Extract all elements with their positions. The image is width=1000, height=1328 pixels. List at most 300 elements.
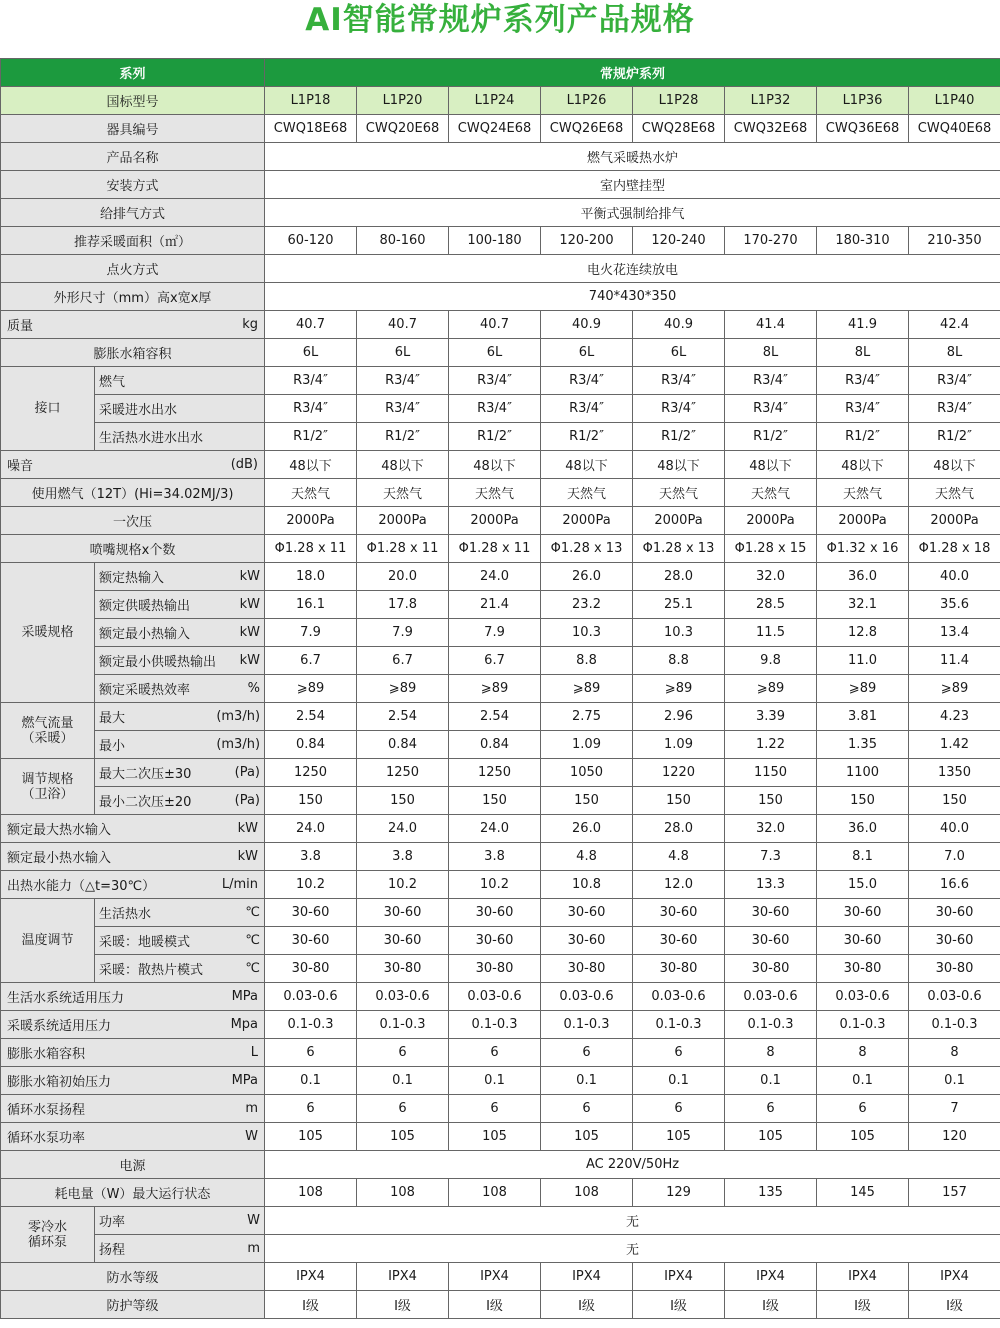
value-cell: R3/4″ <box>541 395 633 423</box>
value-cell: 0.1-0.3 <box>725 1011 817 1039</box>
value-cell: 天然气 <box>541 479 633 507</box>
spec-row <box>1 1039 1000 1067</box>
value-cell: 0.03-0.6 <box>725 983 817 1011</box>
value-cell: 30-60 <box>265 927 357 955</box>
value-cell: 157 <box>909 1179 1000 1207</box>
value-cell: 30-60 <box>909 899 1000 927</box>
value-cell: 26.0 <box>541 815 633 843</box>
row-label: 电源 <box>119 1159 146 1174</box>
value-cell: 1250 <box>357 759 449 787</box>
spec-row <box>1 619 1000 647</box>
value-cell: 6 <box>265 1095 357 1123</box>
value-cell: 6L <box>449 339 541 367</box>
value-cell: R3/4″ <box>357 395 449 423</box>
value-cell: 1150 <box>725 759 817 787</box>
value-cell: 30-80 <box>541 955 633 983</box>
value-cell: 8 <box>817 1039 909 1067</box>
value-cell: 30-80 <box>633 955 725 983</box>
value-cell: ⩾89 <box>633 675 725 703</box>
row-label: 额定最小供暖热输出 <box>99 655 217 670</box>
value-cell: 6 <box>449 1095 541 1123</box>
merged-value-cell: 740*430*350 <box>265 283 1000 311</box>
row-label: 膨胀水箱容积 <box>7 1047 86 1062</box>
spec-row <box>1 647 1000 675</box>
value-cell: 0.1-0.3 <box>449 1011 541 1039</box>
spec-row <box>1 283 1000 311</box>
value-cell: 6 <box>357 1095 449 1123</box>
row-label: 安装方式 <box>106 179 159 194</box>
value-cell: 0.1-0.3 <box>909 1011 1000 1039</box>
row-label-cell <box>1 339 265 367</box>
row-unit: kW <box>237 821 259 836</box>
row-label: 额定最大热水输入 <box>7 823 112 838</box>
value-cell: 8L <box>725 339 817 367</box>
spec-row <box>1 871 1000 899</box>
value-cell: 2.54 <box>449 703 541 731</box>
value-cell: 0.1-0.3 <box>817 1011 909 1039</box>
value-cell: 6 <box>357 1039 449 1067</box>
value-cell: 0.1 <box>357 1067 449 1095</box>
row-label-cell <box>1 171 265 199</box>
value-cell: 17.8 <box>357 591 449 619</box>
sub-label-cell <box>95 955 265 983</box>
row-label: 最小 <box>99 739 126 754</box>
sub-label-cell <box>95 899 265 927</box>
value-cell: 0.03-0.6 <box>541 983 633 1011</box>
value-cell: 7.3 <box>725 843 817 871</box>
value-cell: R3/4″ <box>909 395 1000 423</box>
sub-label-cell <box>95 731 265 759</box>
value-cell: 7.9 <box>449 619 541 647</box>
row-label-cell <box>1 1039 265 1067</box>
value-cell: 6 <box>817 1095 909 1123</box>
row-unit: m <box>247 1241 261 1256</box>
value-cell: 10.3 <box>541 619 633 647</box>
value-cell: 1.09 <box>633 731 725 759</box>
value-cell: 8L <box>817 339 909 367</box>
row-label-cell <box>1 983 265 1011</box>
value-cell: CWQ26E68 <box>541 115 633 143</box>
value-cell: 天然气 <box>633 479 725 507</box>
row-label-cell <box>1 1011 265 1039</box>
value-cell: CWQ20E68 <box>357 115 449 143</box>
row-unit: kW <box>239 597 261 612</box>
value-cell: 120-200 <box>541 227 633 255</box>
value-cell: 28.0 <box>633 563 725 591</box>
value-cell: 1250 <box>449 759 541 787</box>
value-cell: 30-60 <box>725 899 817 927</box>
value-cell: 10.2 <box>449 871 541 899</box>
row-label: 生活热水进水出水 <box>99 431 204 446</box>
value-cell: 11.4 <box>909 647 1000 675</box>
value-cell: 2000Pa <box>725 507 817 535</box>
value-cell: 0.1 <box>725 1067 817 1095</box>
row-label-cell <box>1 479 265 507</box>
value-cell: 2.96 <box>633 703 725 731</box>
value-cell: 105 <box>357 1123 449 1151</box>
row-unit: W <box>247 1213 261 1228</box>
value-cell: 7.9 <box>265 619 357 647</box>
spec-row <box>1 171 1000 199</box>
value-cell: CWQ36E68 <box>817 115 909 143</box>
spec-row <box>1 899 1000 927</box>
spec-row <box>1 1011 1000 1039</box>
group-label: 循环泵 <box>27 1234 67 1250</box>
value-cell: 2000Pa <box>633 507 725 535</box>
spec-row <box>1 255 1000 283</box>
row-label: 循环水泵功率 <box>7 1131 86 1146</box>
row-unit: (m3/h) <box>216 737 261 752</box>
value-cell: 30-60 <box>909 927 1000 955</box>
model-cell: L1P20 <box>357 87 449 115</box>
value-cell: 天然气 <box>357 479 449 507</box>
value-cell: IPX4 <box>633 1263 725 1291</box>
spec-row <box>1 507 1000 535</box>
value-cell: R1/2″ <box>265 423 357 451</box>
value-cell: 0.1 <box>633 1067 725 1095</box>
row-label-cell <box>1 115 265 143</box>
value-cell: 7 <box>909 1095 1000 1123</box>
row-label: 额定供暖热输出 <box>99 599 191 614</box>
value-cell: 3.8 <box>265 843 357 871</box>
value-cell: 6 <box>541 1039 633 1067</box>
sub-label-cell <box>95 1235 265 1263</box>
value-cell: 24.0 <box>265 815 357 843</box>
value-cell: 48以下 <box>357 451 449 479</box>
row-label: 外形尺寸（mm）高x宽x厚 <box>53 291 212 306</box>
value-cell: 天然气 <box>725 479 817 507</box>
value-cell: R1/2″ <box>633 423 725 451</box>
value-cell: 8.1 <box>817 843 909 871</box>
value-cell: 0.03-0.6 <box>817 983 909 1011</box>
row-unit: (dB) <box>230 457 259 472</box>
row-label-cell <box>1 1123 265 1151</box>
row-label: 采暖：地暖模式 <box>99 935 191 950</box>
row-label: 出热水能力（△t=30℃） <box>7 879 156 894</box>
value-cell: 25.1 <box>633 591 725 619</box>
value-cell: IPX4 <box>541 1263 633 1291</box>
value-cell: 3.8 <box>449 843 541 871</box>
row-label-cell <box>1 255 265 283</box>
row-label-cell <box>1 1291 265 1319</box>
value-cell: 12.0 <box>633 871 725 899</box>
value-cell: ⩾89 <box>909 675 1000 703</box>
row-unit: L/min <box>221 877 259 892</box>
spec-row <box>1 115 1000 143</box>
row-label-cell <box>1 143 265 171</box>
value-cell: ⩾89 <box>817 675 909 703</box>
value-cell: 40.7 <box>449 311 541 339</box>
row-unit: kW <box>239 625 261 640</box>
value-cell: 150 <box>633 787 725 815</box>
row-label-cell <box>1 507 265 535</box>
value-cell: 40.0 <box>909 815 1000 843</box>
row-label-cell <box>1 199 265 227</box>
value-cell: 40.7 <box>265 311 357 339</box>
value-cell: R3/4″ <box>449 367 541 395</box>
sub-label-cell <box>95 619 265 647</box>
value-cell: 30-60 <box>633 927 725 955</box>
value-cell: 6 <box>541 1095 633 1123</box>
merged-value-cell: 室内壁挂型 <box>265 171 1000 199</box>
row-label-cell <box>1 871 265 899</box>
value-cell: 129 <box>633 1179 725 1207</box>
row-label: 器具编号 <box>106 123 159 138</box>
value-cell: 30-60 <box>357 927 449 955</box>
value-cell: 4.8 <box>633 843 725 871</box>
value-cell: Ⅰ级 <box>265 1291 357 1319</box>
value-cell: IPX4 <box>817 1263 909 1291</box>
value-cell: 8L <box>909 339 1000 367</box>
value-cell: Φ1.28 x 13 <box>633 535 725 563</box>
row-label: 额定采暖热效率 <box>99 683 191 698</box>
row-label: 生活水系统适用压力 <box>7 991 125 1006</box>
row-label: 质量 <box>7 319 34 334</box>
value-cell: Ⅰ级 <box>449 1291 541 1319</box>
value-cell: Ⅰ级 <box>817 1291 909 1319</box>
value-cell: 8.8 <box>633 647 725 675</box>
value-cell: 105 <box>449 1123 541 1151</box>
value-cell: 30-60 <box>265 899 357 927</box>
value-cell: 30-60 <box>817 927 909 955</box>
value-cell: 36.0 <box>817 563 909 591</box>
group-label-cell <box>1 563 95 703</box>
value-cell: 10.8 <box>541 871 633 899</box>
sub-label-cell <box>95 787 265 815</box>
value-cell: 41.4 <box>725 311 817 339</box>
row-unit: kW <box>239 653 261 668</box>
spec-row <box>1 1123 1000 1151</box>
spec-row <box>1 395 1000 423</box>
row-label-cell <box>1 227 265 255</box>
row-label: 推荐采暖面积（㎡） <box>74 235 192 250</box>
value-cell: 30-80 <box>449 955 541 983</box>
value-cell: 108 <box>357 1179 449 1207</box>
value-cell: 41.9 <box>817 311 909 339</box>
value-cell: 40.9 <box>541 311 633 339</box>
value-cell: CWQ24E68 <box>449 115 541 143</box>
spec-row <box>1 675 1000 703</box>
value-cell: 6 <box>449 1039 541 1067</box>
value-cell: 48以下 <box>541 451 633 479</box>
model-cell: L1P32 <box>725 87 817 115</box>
value-cell: 145 <box>817 1179 909 1207</box>
value-cell: 0.1-0.3 <box>541 1011 633 1039</box>
value-cell: 6.7 <box>265 647 357 675</box>
merged-value-cell: 燃气采暖热水炉 <box>265 143 1000 171</box>
sub-label-cell <box>95 395 265 423</box>
value-cell: 150 <box>541 787 633 815</box>
value-cell: 30-60 <box>817 899 909 927</box>
row-unit: (m3/h) <box>216 709 261 724</box>
value-cell: 1.35 <box>817 731 909 759</box>
value-cell: Ⅰ级 <box>725 1291 817 1319</box>
row-label: 使用燃气（12T）(Hi=34.02MJ/3) <box>31 487 234 502</box>
value-cell: 35.6 <box>909 591 1000 619</box>
value-cell: 10.2 <box>357 871 449 899</box>
sub-label-cell <box>95 759 265 787</box>
row-label: 生活热水 <box>99 907 152 922</box>
value-cell: 天然气 <box>817 479 909 507</box>
value-cell: Φ1.28 x 11 <box>449 535 541 563</box>
value-cell: R3/4″ <box>909 367 1000 395</box>
spec-row <box>1 563 1000 591</box>
spec-row <box>1 1235 1000 1263</box>
spec-row <box>1 1067 1000 1095</box>
value-cell: 150 <box>265 787 357 815</box>
value-cell: 23.2 <box>541 591 633 619</box>
value-cell: Ⅰ级 <box>909 1291 1000 1319</box>
spec-row <box>1 815 1000 843</box>
value-cell: 2000Pa <box>265 507 357 535</box>
value-cell: 12.8 <box>817 619 909 647</box>
value-cell: 80-160 <box>357 227 449 255</box>
row-label: 防水等级 <box>106 1271 159 1286</box>
value-cell: R3/4″ <box>725 367 817 395</box>
value-cell: 10.2 <box>265 871 357 899</box>
value-cell: 0.1-0.3 <box>633 1011 725 1039</box>
row-label: 防护等级 <box>106 1299 159 1314</box>
spec-row <box>1 311 1000 339</box>
sub-label-cell <box>95 1207 265 1235</box>
value-cell: IPX4 <box>265 1263 357 1291</box>
value-cell: 天然气 <box>449 479 541 507</box>
value-cell: ⩾89 <box>265 675 357 703</box>
value-cell: R3/4″ <box>633 395 725 423</box>
value-cell: 135 <box>725 1179 817 1207</box>
value-cell: 210-350 <box>909 227 1000 255</box>
group-label: （卫浴） <box>21 786 74 802</box>
value-cell: 0.1-0.3 <box>265 1011 357 1039</box>
row-unit: MPa <box>231 1073 259 1088</box>
value-cell: 2000Pa <box>909 507 1000 535</box>
value-cell: 6L <box>357 339 449 367</box>
value-cell: 30-80 <box>725 955 817 983</box>
spec-row <box>1 535 1000 563</box>
spec-table <box>0 58 1000 1319</box>
group-label-cell <box>1 759 95 815</box>
spec-row <box>1 955 1000 983</box>
value-cell: 36.0 <box>817 815 909 843</box>
row-unit: m <box>245 1101 259 1116</box>
row-unit: kW <box>239 569 261 584</box>
row-unit: MPa <box>231 989 259 1004</box>
value-cell: R1/2″ <box>817 423 909 451</box>
row-label-cell <box>1 843 265 871</box>
value-cell: 6 <box>633 1039 725 1067</box>
value-cell: 2.54 <box>265 703 357 731</box>
spec-row <box>1 843 1000 871</box>
value-cell: R3/4″ <box>265 367 357 395</box>
model-row-label: 国标型号 <box>1 87 265 115</box>
value-cell: R3/4″ <box>817 367 909 395</box>
value-cell: 0.1 <box>817 1067 909 1095</box>
spec-row <box>1 927 1000 955</box>
value-cell: 100-180 <box>449 227 541 255</box>
value-cell: 108 <box>541 1179 633 1207</box>
value-cell: 30-60 <box>541 927 633 955</box>
row-label: 最小二次压±20 <box>99 795 192 810</box>
spec-row <box>1 731 1000 759</box>
value-cell: 6.7 <box>357 647 449 675</box>
value-cell: 2000Pa <box>357 507 449 535</box>
value-cell: 0.03-0.6 <box>633 983 725 1011</box>
row-label-cell <box>1 451 265 479</box>
row-unit: ℃ <box>245 933 261 948</box>
group-label: 接口 <box>34 401 61 416</box>
value-cell: 9.8 <box>725 647 817 675</box>
sub-label-cell <box>95 423 265 451</box>
spec-row <box>1 1291 1000 1319</box>
row-label: 给排气方式 <box>100 207 166 222</box>
value-cell: 108 <box>265 1179 357 1207</box>
value-cell: 24.0 <box>449 563 541 591</box>
value-cell: 6 <box>725 1095 817 1123</box>
value-cell: 7.9 <box>357 619 449 647</box>
spec-row <box>1 1263 1000 1291</box>
sub-label-cell <box>95 591 265 619</box>
value-cell: 150 <box>449 787 541 815</box>
value-cell: 0.84 <box>357 731 449 759</box>
value-cell: ⩾89 <box>725 675 817 703</box>
model-cell: L1P18 <box>265 87 357 115</box>
value-cell: 30-80 <box>817 955 909 983</box>
sub-label-cell <box>95 563 265 591</box>
value-cell: R3/4″ <box>725 395 817 423</box>
row-unit: (Pa) <box>234 765 261 780</box>
value-cell: 28.0 <box>633 815 725 843</box>
value-cell: CWQ40E68 <box>909 115 1000 143</box>
value-cell: 8 <box>909 1039 1000 1067</box>
model-cell: L1P26 <box>541 87 633 115</box>
value-cell: 105 <box>541 1123 633 1151</box>
value-cell: 2000Pa <box>817 507 909 535</box>
series-label: 系列 <box>1 59 265 87</box>
value-cell: 天然气 <box>265 479 357 507</box>
value-cell: 30-80 <box>357 955 449 983</box>
value-cell: Φ1.32 x 16 <box>817 535 909 563</box>
value-cell: 26.0 <box>541 563 633 591</box>
row-label: 循环水泵扬程 <box>7 1103 86 1118</box>
value-cell: 105 <box>725 1123 817 1151</box>
value-cell: 0.1 <box>541 1067 633 1095</box>
value-cell: 6L <box>633 339 725 367</box>
value-cell: Φ1.28 x 11 <box>265 535 357 563</box>
value-cell: R3/4″ <box>449 395 541 423</box>
value-cell: 13.3 <box>725 871 817 899</box>
value-cell: 24.0 <box>357 815 449 843</box>
value-cell: 28.5 <box>725 591 817 619</box>
value-cell: 150 <box>357 787 449 815</box>
spec-row <box>1 479 1000 507</box>
sub-label-cell <box>95 703 265 731</box>
spec-row <box>1 983 1000 1011</box>
spec-row <box>1 367 1000 395</box>
row-label: 噪音 <box>7 459 34 474</box>
merged-value-cell: 无 <box>265 1235 1000 1263</box>
group-label: 调节规格 <box>21 771 74 787</box>
value-cell: 32.1 <box>817 591 909 619</box>
value-cell: 0.1 <box>449 1067 541 1095</box>
row-label: 采暖进水出水 <box>99 403 178 418</box>
value-cell: 0.84 <box>449 731 541 759</box>
value-cell: 120-240 <box>633 227 725 255</box>
value-cell: IPX4 <box>357 1263 449 1291</box>
value-cell: 40.7 <box>357 311 449 339</box>
value-cell: ⩾89 <box>541 675 633 703</box>
row-label: 膨胀水箱初始压力 <box>7 1075 112 1090</box>
value-cell: 8.8 <box>541 647 633 675</box>
